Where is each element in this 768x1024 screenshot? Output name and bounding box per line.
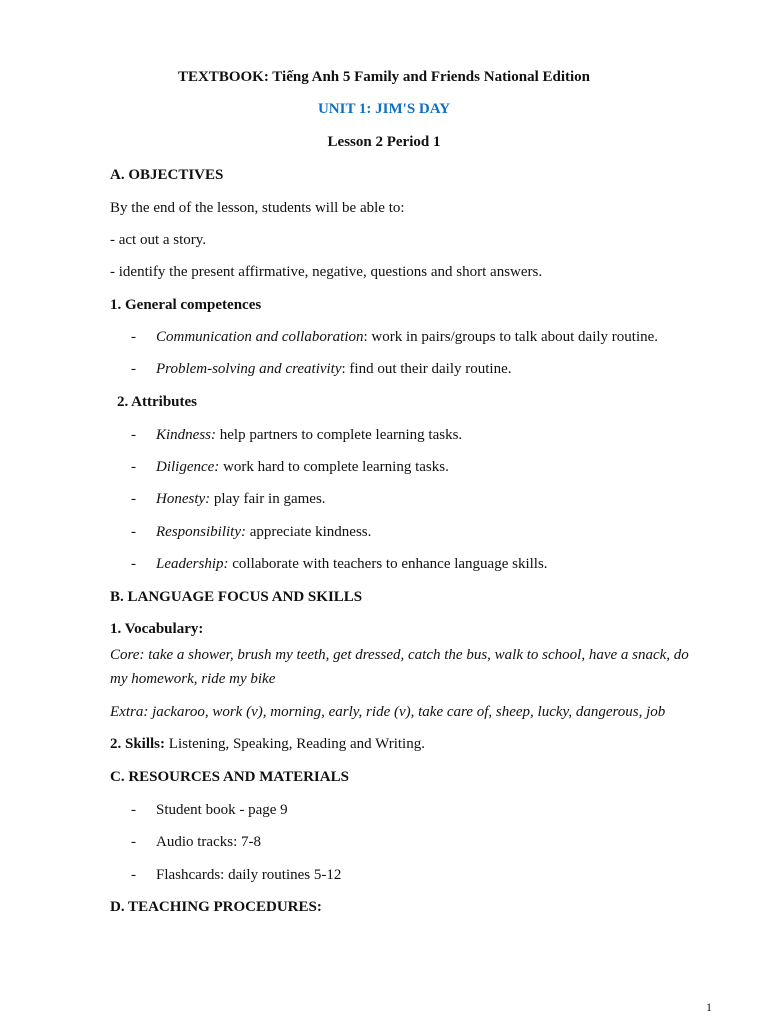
- objective-point: - act out a story.: [110, 232, 207, 248]
- bullet-dash: -: [131, 427, 136, 443]
- attribute-term: Leadership:: [156, 556, 229, 572]
- procedures-heading: D. TEACHING PROCEDURES:: [110, 899, 322, 915]
- attribute-item: [156, 426, 462, 444]
- attribute-desc: play fair in games.: [210, 491, 326, 507]
- attribute-item: [156, 523, 371, 541]
- competences-heading: 1. General competences: [110, 297, 262, 313]
- competence-item: [156, 328, 658, 346]
- skills-line: [110, 735, 425, 753]
- resource-item: Audio tracks: 7-8: [156, 834, 261, 850]
- bullet-dash: -: [131, 556, 136, 572]
- attribute-item: [156, 458, 449, 476]
- attribute-term: Kindness:: [156, 427, 216, 443]
- bullet-dash: -: [131, 361, 136, 377]
- attribute-item: [156, 490, 326, 508]
- bullet-dash: -: [131, 524, 136, 540]
- bullet-dash: -: [131, 834, 136, 850]
- attribute-desc: appreciate kindness.: [246, 524, 372, 540]
- attribute-term: Honesty:: [156, 491, 211, 507]
- competence-desc: : find out their daily routine.: [341, 361, 512, 377]
- attribute-term: Diligence:: [156, 459, 220, 475]
- extra-vocabulary: Extra: jackaroo, work (v), morning, early, ride (v), take care of, sheep, lucky, dangerous, job: [110, 704, 666, 720]
- attribute-desc: work hard to complete learning tasks.: [219, 459, 449, 475]
- objectives-heading: A. OBJECTIVES: [110, 167, 224, 183]
- attributes-heading: 2. Attributes: [117, 394, 197, 410]
- language-heading: B. LANGUAGE FOCUS AND SKILLS: [110, 589, 363, 605]
- attribute-desc: collaborate with teachers to enhance language skills.: [228, 556, 548, 572]
- bullet-dash: -: [131, 802, 136, 818]
- core-vocabulary-line: Core: take a shower, brush my teeth, get dressed, catch the bus, walk to school, have a snack, do: [110, 647, 689, 663]
- core-vocabulary-line: my homework, ride my bike: [110, 671, 276, 687]
- page-number: 1: [706, 1000, 712, 1014]
- bullet-dash: -: [131, 867, 136, 883]
- resource-item: Student book - page 9: [156, 802, 288, 818]
- skills-label: 2. Skills:: [110, 736, 166, 752]
- skills-text: Listening, Speaking, Reading and Writing.: [165, 736, 425, 752]
- bullet-dash: -: [131, 329, 136, 345]
- bullet-dash: -: [131, 491, 136, 507]
- resources-heading: C. RESOURCES AND MATERIALS: [110, 769, 349, 785]
- textbook-title: TEXTBOOK: Tiếng Anh 5 Family and Friends National Edition: [177, 69, 591, 85]
- unit-title: UNIT 1: JIM'S DAY: [317, 101, 451, 117]
- competence-term: Problem-solving and creativity: [156, 361, 342, 377]
- objective-point: - identify the present affirmative, negative, questions and short answers.: [110, 264, 543, 280]
- lesson-title: Lesson 2 Period 1: [327, 134, 441, 150]
- objectives-intro: By the end of the lesson, students will be able to:: [110, 200, 405, 216]
- attribute-desc: help partners to complete learning tasks.: [216, 427, 463, 443]
- resource-item: Flashcards: daily routines 5-12: [156, 867, 342, 883]
- bullet-dash: -: [131, 459, 136, 475]
- competence-term: Communication and collaboration: [156, 329, 364, 345]
- competence-desc: : work in pairs/groups to talk about daily routine.: [363, 329, 659, 345]
- competence-item: [156, 360, 511, 378]
- vocabulary-heading: 1. Vocabulary:: [110, 621, 204, 637]
- attribute-term: Responsibility:: [156, 524, 246, 540]
- attribute-item: [156, 555, 548, 573]
